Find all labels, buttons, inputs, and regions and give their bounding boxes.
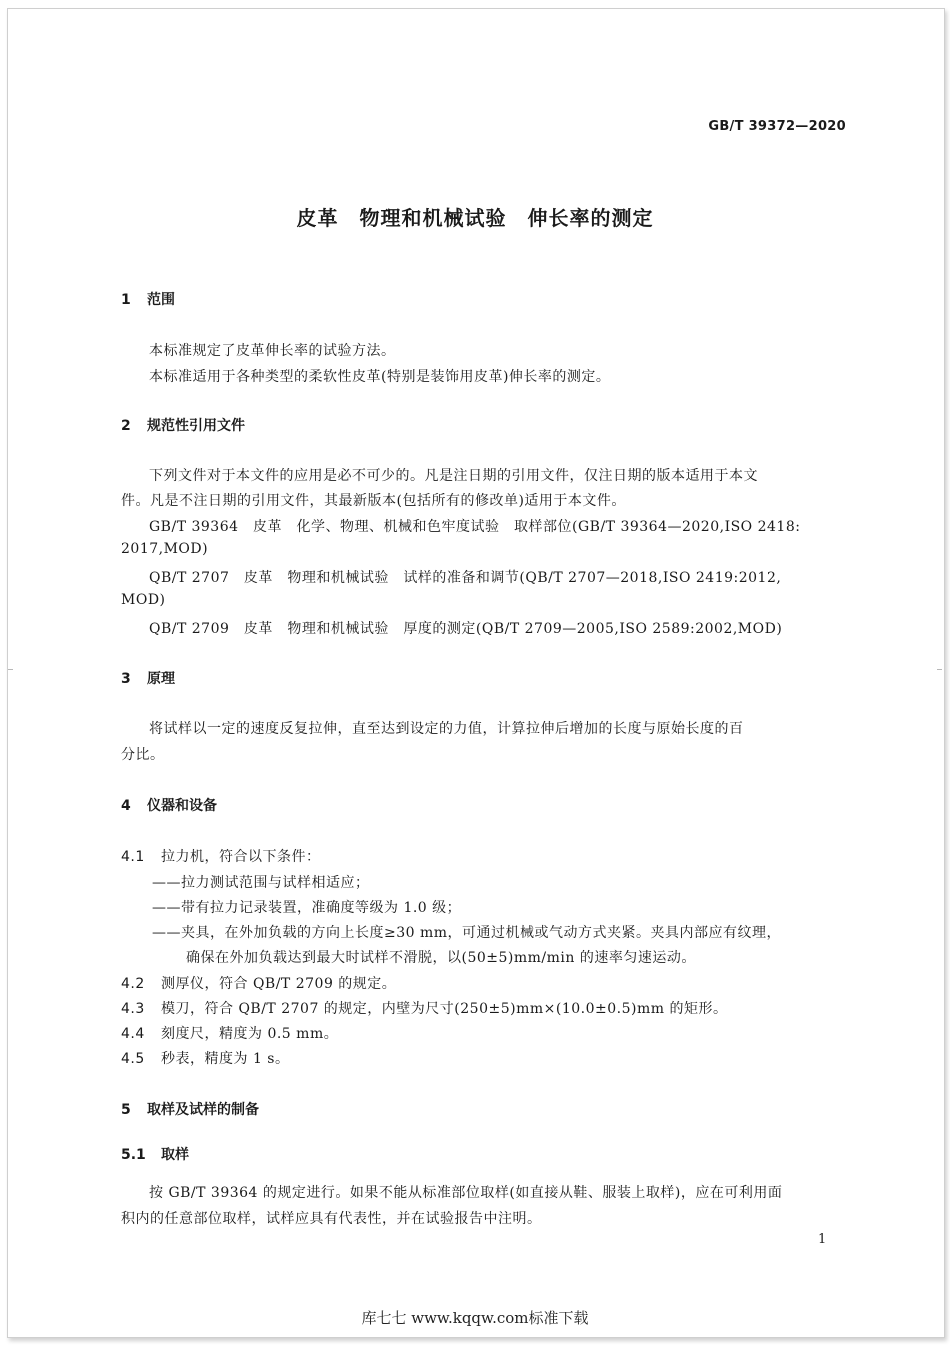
document-title: 皮革 物理和机械试验 伸长率的测定 <box>296 206 654 230</box>
reference-line: QB/T 2707 皮革 物理和机械试验 试样的准备和调节(QB/T 2707—2018,ISO 2419:2012, <box>149 570 782 586</box>
paragraph-line: 积内的任意部位取样，试样应具有代表性，并在试验报告中注明。 <box>121 1211 542 1227</box>
clause-4-4 <box>121 1023 338 1043</box>
dash-item: ——拉力测试范围与试样相适应； <box>152 875 370 891</box>
subsection-number: 5.1 <box>121 1147 146 1163</box>
reference-line: MOD) <box>121 592 166 608</box>
section-4-heading <box>121 795 217 815</box>
clause-number: 4.5 <box>121 1051 145 1067</box>
standard-number: GB/T 39372—2020 <box>708 119 846 134</box>
section-2-heading <box>121 415 245 435</box>
reference-line: 2017,MOD) <box>121 541 209 557</box>
paragraph: 本标准适用于各种类型的柔软性皮革(特别是装饰用皮革)伸长率的测定。 <box>149 369 611 385</box>
section-5-heading <box>121 1099 259 1119</box>
page-number: 1 <box>818 1232 827 1247</box>
paragraph-line: 下列文件对于本文件的应用是必不可少的。凡是注日期的引用文件，仅注日期的版本适用于本文 <box>149 468 758 484</box>
clause-4-5 <box>121 1048 290 1068</box>
section-title: 仪器和设备 <box>147 798 217 814</box>
fold-mark-right <box>937 669 942 670</box>
clause-text: 刻度尺，精度为 0.5 mm。 <box>161 1026 339 1042</box>
clause-text: 拉力机，符合以下条件： <box>161 849 321 865</box>
section-title: 规范性引用文件 <box>147 418 245 434</box>
clause-number: 4.2 <box>121 976 145 992</box>
section-number: 4 <box>121 798 131 814</box>
section-title: 范围 <box>147 292 175 308</box>
clause-4-3 <box>121 998 727 1018</box>
clause-number: 4.3 <box>121 1001 145 1017</box>
clause-number: 4.1 <box>121 849 145 865</box>
clause-text: 测厚仪，符合 QB/T 2709 的规定。 <box>161 976 397 992</box>
clause-4-2 <box>121 973 396 993</box>
section-number: 2 <box>121 418 131 434</box>
paragraph: 本标准规定了皮革伸长率的试验方法。 <box>149 343 396 359</box>
section-title: 取样及试样的制备 <box>147 1102 259 1118</box>
clause-text: 秒表，精度为 1 s。 <box>161 1051 290 1067</box>
section-number: 3 <box>121 671 131 687</box>
subsection-5-1-heading <box>121 1144 189 1164</box>
paragraph-line: 件。凡是不注日期的引用文件，其最新版本(包括所有的修改单)适用于本文件。 <box>121 493 626 509</box>
fold-mark-left <box>8 669 13 670</box>
dash-item-continuation: 确保在外加负载达到最大时试样不滑脱，以(50±5)mm/min 的速率匀速运动。 <box>186 950 696 966</box>
clause-4-1 <box>121 846 321 866</box>
clause-text: 模刀，符合 QB/T 2707 的规定，内壁为尺寸(250±5)mm×(10.0±0.5)mm 的矩形。 <box>161 1001 728 1017</box>
paragraph-line: 按 GB/T 39364 的规定进行。如果不能从标准部位取样(如直接从鞋、服装上取样)，应在可利用面 <box>149 1185 783 1201</box>
section-1-heading <box>121 289 175 309</box>
clause-number: 4.4 <box>121 1026 145 1042</box>
paragraph-line: 将试样以一定的速度反复拉伸，直至达到设定的力值，计算拉伸后增加的长度与原始长度的百 <box>149 721 744 737</box>
subsection-title: 取样 <box>161 1147 189 1163</box>
paragraph-line: 分比。 <box>121 747 165 763</box>
section-number: 1 <box>121 292 131 308</box>
dash-item: ——带有拉力记录装置，准确度等级为 1.0 级； <box>152 900 462 916</box>
reference-line: QB/T 2709 皮革 物理和机械试验 厚度的测定(QB/T 2709—2005,ISO 2589:2002,MOD) <box>149 621 783 637</box>
reference-line: GB/T 39364 皮革 化学、物理、机械和色牢度试验 取样部位(GB/T 39364—2020,ISO 2418: <box>149 519 801 535</box>
section-3-heading <box>121 668 175 688</box>
section-title: 原理 <box>147 671 175 687</box>
dash-item: ——夹具，在外加负载的方向上长度≥30 mm，可通过机械或气动方式夹紧。夹具内部应有纹理， <box>152 925 782 941</box>
section-number: 5 <box>121 1102 131 1118</box>
footer-watermark: 库七七 www.kqqw.com标准下载 <box>361 1309 589 1327</box>
